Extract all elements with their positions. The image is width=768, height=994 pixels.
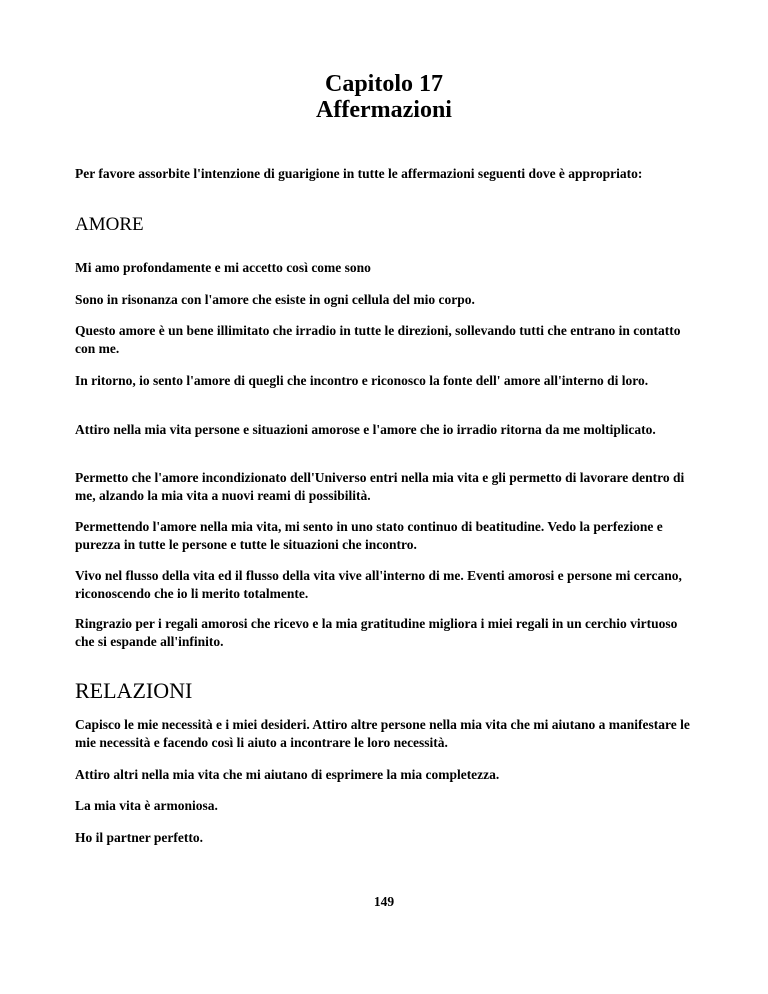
intro-paragraph: Per favore assorbite l'intenzione di guarigione in tutte le affermazioni seguenti dove è appropriato: [75, 166, 643, 181]
page-number: 149 [373, 894, 395, 909]
section-heading-amore: AMORE [75, 214, 144, 235]
amore-paragraph-9: Ringrazio per i regali amorosi che ricevo e la mia gratitudine migliora i miei regali in un cerchio virtuoso che si espande all'infinito. [75, 616, 678, 649]
chapter-title: Affermazioni [316, 97, 452, 123]
amore-paragraph-5: Attiro nella mia vita persone e situazioni amorose e l'amore che io irradio ritorna da me moltiplicato. [75, 422, 656, 437]
relazioni-paragraph-2: Attiro altri nella mia vita che mi aiutano di esprimere la mia completezza. [75, 767, 500, 782]
amore-paragraph-6: Permetto che l'amore incondizionato dell'Universo entri nella mia vita e gli permetto di lavorare dentro di me, alzando la mia vita a nuovi reami di possibilità. [75, 470, 685, 503]
section-heading-relazioni: RELAZIONI [75, 678, 193, 703]
relazioni-paragraph-1: Capisco le mie necessità e i miei desideri. Attiro altre persone nella mia vita che mi aiutano a manifestare le mie necessità e facendo così li aiuto a incontrare le loro necessità. [75, 717, 690, 750]
amore-paragraph-3: Questo amore è un bene illimitato che irradio in tutte le direzioni, sollevando tutti che entrano in contatto con me. [75, 323, 681, 356]
amore-paragraph-1: Mi amo profondamente e mi accetto così come sono [75, 260, 371, 275]
relazioni-paragraph-3: La mia vita è armoniosa. [75, 798, 218, 813]
amore-paragraph-4: In ritorno, io sento l'amore di quegli che incontro e riconosco la fonte dell' amore all'interno di loro. [75, 373, 649, 388]
amore-paragraph-8: Vivo nel flusso della vita ed il flusso della vita vive all'interno di me. Eventi amorosi e persone mi cercano, riconoscendo che io li merito totalmente. [75, 568, 682, 601]
chapter-number: Capitolo 17 [324, 71, 443, 97]
relazioni-paragraph-4: Ho il partner perfetto. [75, 830, 203, 845]
amore-paragraph-7: Permettendo l'amore nella mia vita, mi sento in uno stato continuo di beatitudine. Vedo la perfezione e purezza in tutte le persone e tutte le situazioni che incontro. [75, 519, 663, 552]
amore-paragraph-2: Sono in risonanza con l'amore che esiste in ogni cellula del mio corpo. [75, 292, 475, 307]
